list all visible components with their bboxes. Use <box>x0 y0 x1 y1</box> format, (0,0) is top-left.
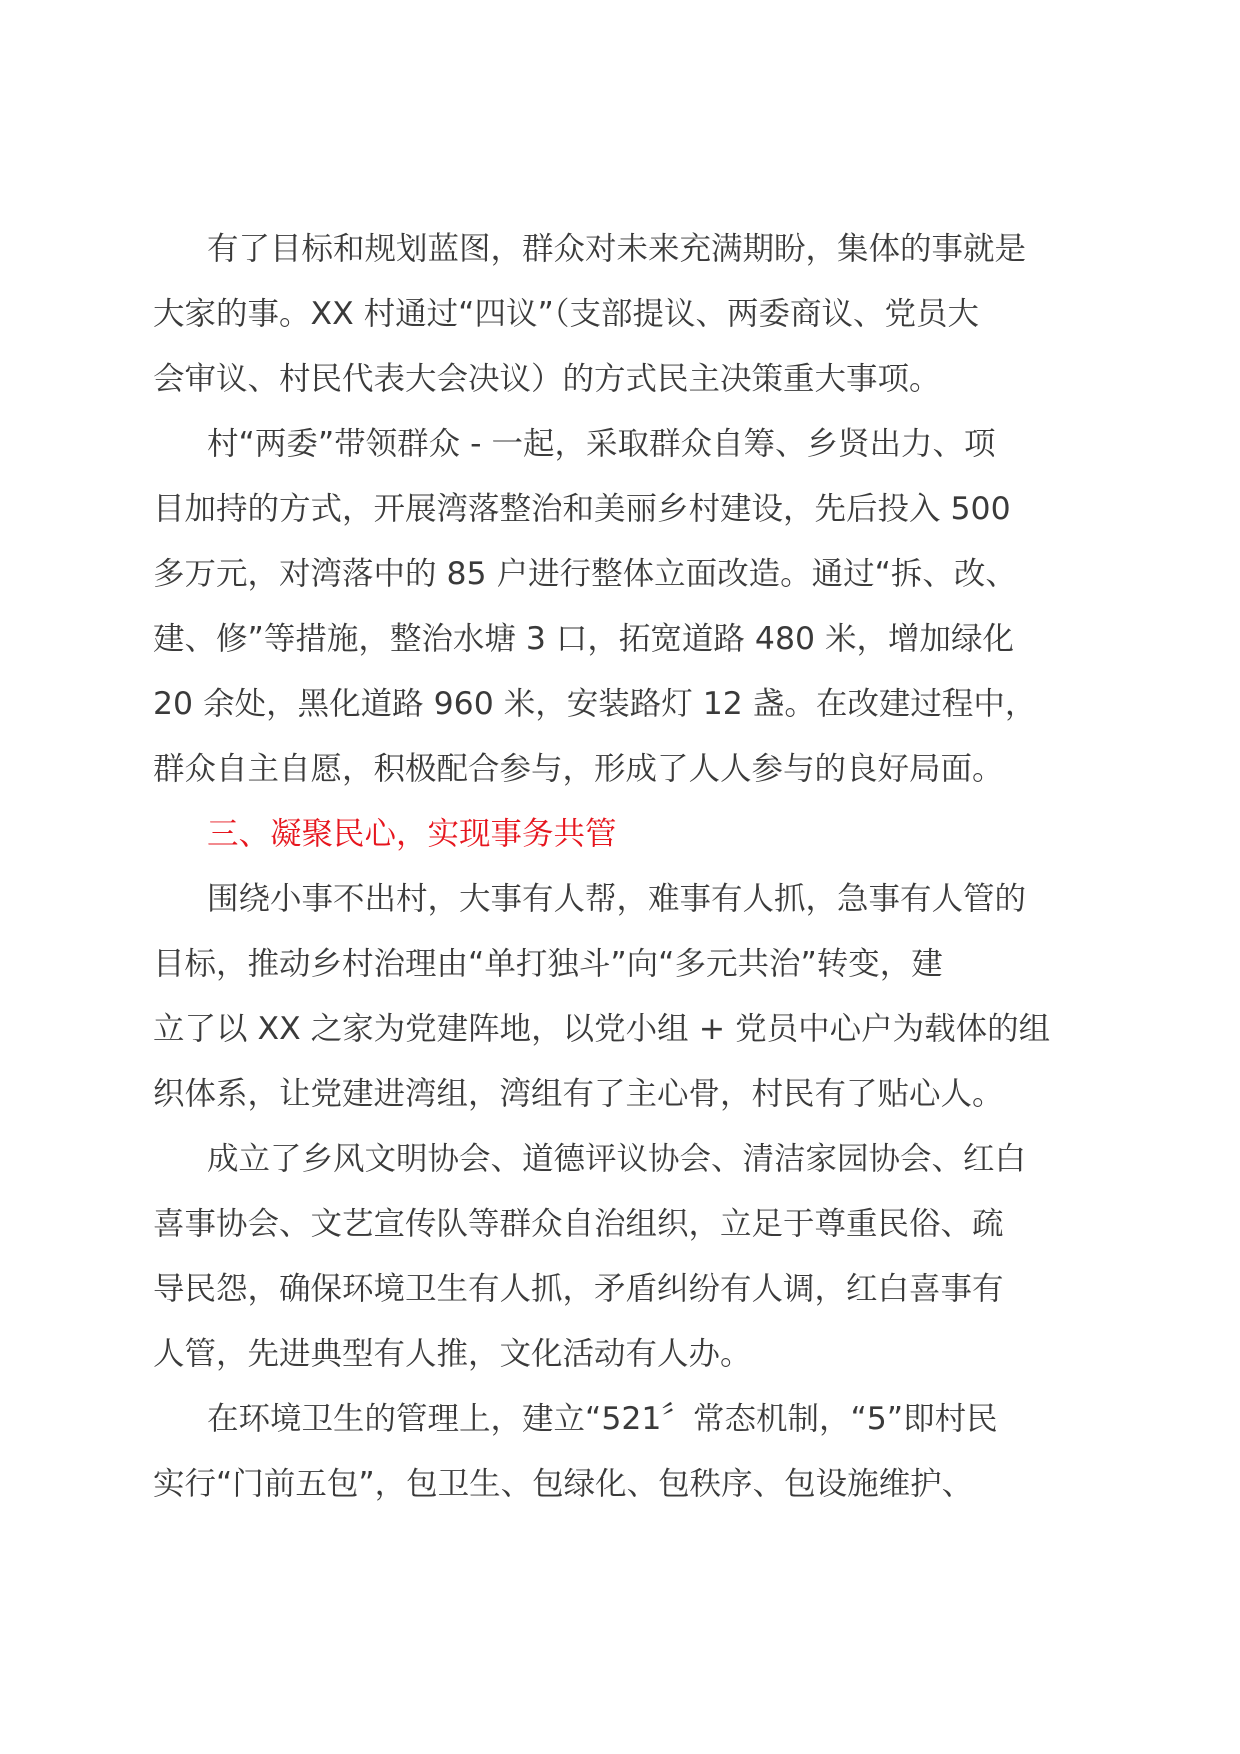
text-line: 围绕小事不出村，大事有人帮，难事有人抓，急事有人管的 <box>207 881 1027 917</box>
text-line: 会审议、村民代表大会决议）的方式民主决策重大事项。 <box>153 361 941 397</box>
text-line: 大家的事。XX 村通过“四议”（支部提议、两委商议、党员大 <box>153 296 980 332</box>
text-line: 建、修”等措施，整治水塘 3 口，拓宽道路 480 米，增加绿化 <box>153 621 1015 657</box>
text-line: 村“两委”带领群众 - 一起，采取群众自筹、乡贤出力、项 <box>207 426 996 462</box>
paragraph-4 <box>153 1127 1089 1387</box>
text-line: 喜事协会、文艺宣传队等群众自治组织，立足于尊重民俗、疏 <box>153 1206 1004 1242</box>
document-body <box>153 217 1089 1517</box>
text-line: 目标，推动乡村治理由“单打独斗”向“多元共治”转变，建 <box>153 946 943 982</box>
text-line: 目加持的方式，开展湾落整治和美丽乡村建设，先后投入 500 <box>153 491 1011 527</box>
text-line: 多万元，对湾落中的 85 户进行整体立面改造。通过“拆、改、 <box>153 556 1017 592</box>
text-line: 立了以 XX 之家为党建阵地，以党小组 + 党员中心户为载体的组 <box>153 1011 1051 1047</box>
paragraph-5 <box>153 1387 1089 1517</box>
text-line: 导民怨，确保环境卫生有人抓，矛盾纠纷有人调，红白喜事有 <box>153 1271 1004 1307</box>
text-line: 在环境卫生的管理上，建立“521〞常态机制，“5”即村民 <box>207 1401 998 1437</box>
paragraph-2 <box>153 412 1089 802</box>
text-line: 群众自主自愿，积极配合参与，形成了人人参与的良好局面。 <box>153 751 1004 787</box>
text-line: 实行“门前五包”，包卫生、包绿化、包秩序、包设施维护、 <box>153 1466 974 1502</box>
text-line: 20 余处，黑化道路 960 米，安装路灯 12 盏。在改建过程中， <box>153 686 1037 722</box>
paragraph-1 <box>153 217 1089 412</box>
text-line: 成立了乡风文明协会、道德评议协会、清洁家园协会、红白 <box>207 1141 1027 1177</box>
text-line: 织体系，让党建进湾组，湾组有了主心骨，村民有了贴心人。 <box>153 1076 1004 1112</box>
paragraph-3 <box>153 867 1089 1127</box>
section-heading: 三、凝聚民心，实现事务共管 <box>207 816 617 852</box>
text-line: 人管，先进典型有人推，文化活动有人办。 <box>153 1336 752 1372</box>
text-line: 有了目标和规划蓝图，群众对未来充满期盼，集体的事就是 <box>207 231 1027 267</box>
